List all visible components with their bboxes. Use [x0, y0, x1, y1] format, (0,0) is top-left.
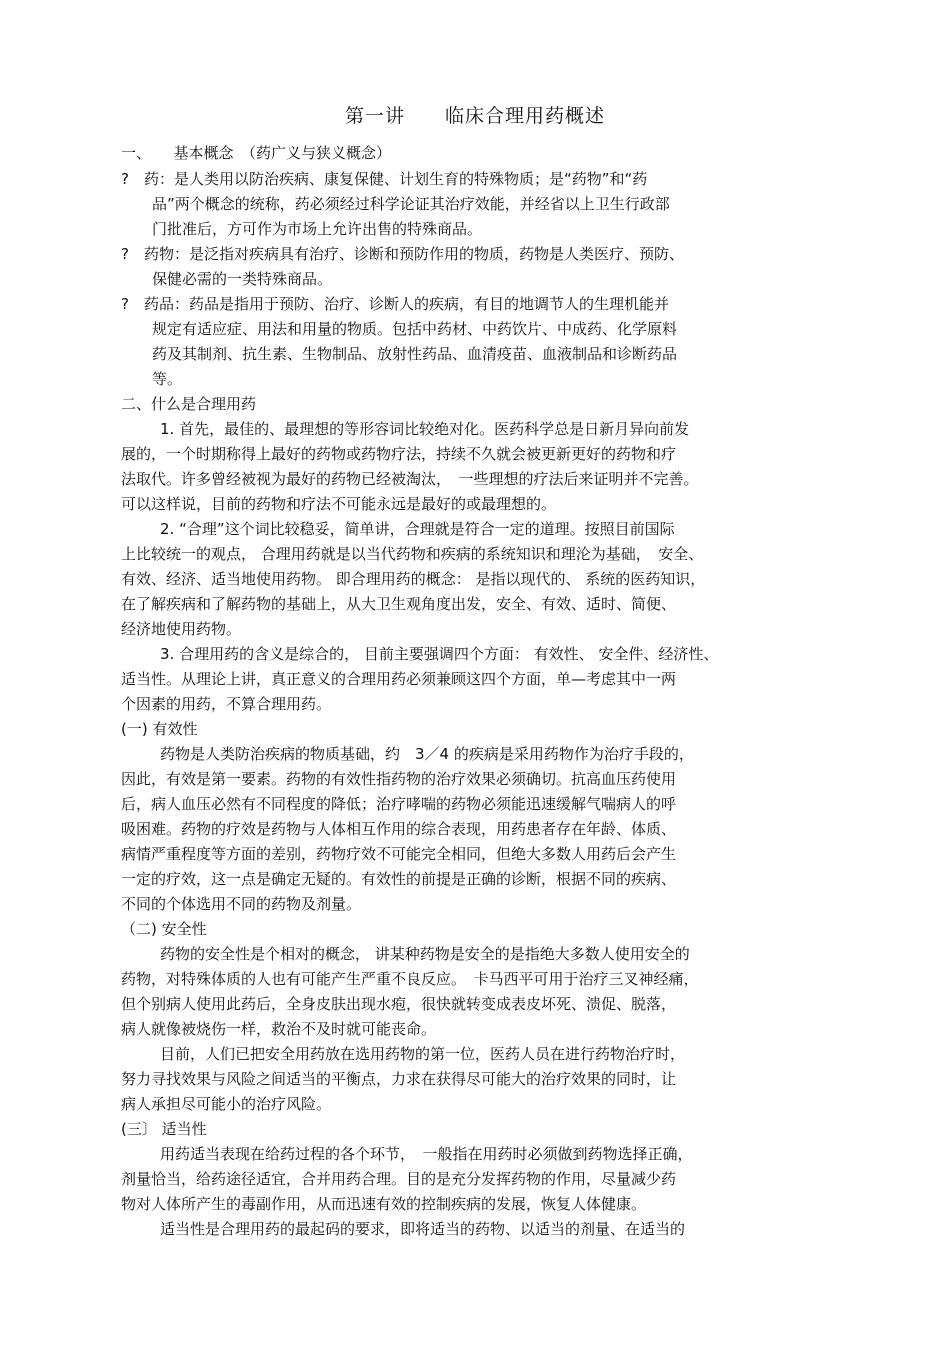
paragraph-line: 剂量恰当，给药途径适宜，合并用药合理。目的是充分发挥药物的作用，尽量减少药 [121, 1170, 677, 1188]
paragraph-line: 在了解疾病和了解药物的基础上，从大卫生观角度出发，安全、有效、适时、简便、 [121, 595, 677, 613]
paragraph-line: 等。 [152, 370, 183, 388]
paragraph-line: 药物，对特殊体质的人也有可能产生严重不良反应。 卡马西平可用于治疗三叉神经痛， [121, 970, 699, 988]
paragraph-line: 保健必需的一类特殊商品。 [152, 270, 333, 288]
paragraph-line: 规定有适应症、用法和用量的物质。包括中药材、中药饮片、中成药、化学原料 [152, 320, 678, 338]
paragraph-line: 适当性是合理用药的最起码的要求，即将适当的药物、以适当的剂量、在适当的 [160, 1220, 686, 1238]
paragraph-line: 物对人体所产生的毒副作用，从而迅速有效的控制疾病的发展，恢复人体健康。 [121, 1195, 647, 1213]
paragraph-line: 可以这样说，目前的药物和疗法不可能永远是最好的或最理想的。 [121, 495, 557, 513]
paragraph-line: 努力寻找效果与风险之间适当的平衡点，力求在获得尽可能大的治疗效果的同时，让 [121, 1070, 677, 1088]
paragraph-line: 个因素的用药，不算合理用药。 [121, 695, 332, 713]
paragraph-line: 病人承担尽可能小的治疗风险。 [121, 1095, 332, 1113]
paragraph-line: 展的，一个时期称得上最好的药物或药物疗法，持续不久就会被更新更好的药物和疗 [121, 445, 677, 463]
paragraph-line: 经济地使用药物。 [121, 620, 242, 638]
paragraph-line: 目前，人们已把安全用药放在选用药物的第一位，医药人员在进行药物治疗时， [160, 1045, 686, 1063]
paragraph-line: 病人就像被烧伤一样，救治不及时就可能丧命。 [121, 1020, 437, 1038]
paragraph-line: 2. “合理”这个词比较稳妥，简单讲，合理就是符合一定的道理。按照目前国际 [160, 520, 675, 538]
paragraph-line: 3. 合理用药的含义是综合的， 目前主要强调四个方面： 有效性、 安全件、经济性、 [160, 645, 719, 663]
paragraph-line: 但个别病人使用此药后，全身皮肤出现水疱，很快就转变成表皮坏死、溃促、脱落， [121, 995, 677, 1013]
paragraph-line: 一定的疗效，这一点是确定无疑的。有效性的前提是正确的诊断，根据不同的疾病、 [121, 870, 677, 888]
paragraph-line: 病情严重程度等方面的差别，药物疗效不可能完全相同，但绝大多数人用药后会产生 [121, 845, 677, 863]
paragraph-line: 因此，有效是第一要素。药物的有效性指药物的治疗效果必须确切。抗高血压药使用 [121, 770, 677, 788]
subsection-heading-appropriateness: (三〕 适当性 [121, 1120, 207, 1138]
paragraph-line: 有效、经济、适当地使用药物。 即合理用药的概念： 是指以现代的、 系统的医药知识， [121, 570, 706, 588]
paragraph-line: 吸困难。药物的疗效是药物与人体相互作用的综合表现，用药患者存在年龄、体质、 [121, 820, 677, 838]
paragraph-line: 用药适当表现在给药过程的各个环节， 一般指在用药时必须做到药物选择正确， [160, 1145, 693, 1163]
paragraph-line: 后，病人血压必然有不同程度的降低；治疗哮喘的药物必须能迅速缓解气喘病人的呼 [121, 795, 677, 813]
paragraph-line: 品”两个概念的统称，药必须经过科学论证其治疗效能，并经省以上卫生行政部 [152, 195, 670, 213]
subsection-heading-effectiveness: (一) 有效性 [121, 720, 198, 738]
paragraph-line: 药物是人类防治疾病的物质基础，约 3／4 的疾病是采用药物作为治疗手段的， [160, 745, 694, 763]
paragraph-line: 药物的安全性是个相对的概念， 讲某种药物是安全的是指绝大多数人使用安全的 [160, 945, 690, 963]
paragraph-line: 上比较统一的观点， 合理用药就是以当代药物和疾病的系统知识和理沦为基础， 安全、 [121, 545, 704, 563]
paragraph-line: ? 药：是人类用以防治疾病、康复保健、计划生育的特殊物质；是“药物”和“药 [121, 170, 648, 188]
paragraph-line: 1. 首先，最佳的、最理想的等形容词比较绝对化。医药科学总是日新月异向前发 [160, 420, 690, 438]
paragraph-line: 适当性。从理论上讲，真正意义的合理用药必须兼顾这四个方面，单—考虑其中一两 [121, 670, 677, 688]
paragraph-line: ? 药品：药品是指用于预防、治疗、诊断人的疾病，有目的地调节人的生理机能并 [121, 295, 669, 313]
section-heading-rational-use: 二、什么是合理用药 [121, 395, 257, 413]
paragraph-line: 药及其制剂、抗生素、生物制品、放射性药品、血清疫苗、血液制品和诊断药品 [152, 345, 678, 363]
subsection-heading-safety: （二) 安全性 [121, 920, 207, 938]
paragraph-line: 不同的个体选用不同的药物及剂量。 [121, 895, 362, 913]
page-title: 第一讲 临床合理用药概述 [344, 105, 605, 127]
paragraph-line: 法取代。许多曾经被视为最好的药物已经被淘汰， 一些理想的疗法后来证明并不完善。 [121, 470, 699, 488]
section-heading-basic-concepts: 一、 基本概念 （药广义与狭义概念） [121, 144, 392, 162]
paragraph-line: 门批准后，方可作为市场上允许出售的特殊商品。 [152, 220, 483, 238]
paragraph-line: ? 药物：是泛指对疾病具有治疗、诊断和预防作用的物质，药物是人类医疗、预防、 [121, 245, 684, 263]
